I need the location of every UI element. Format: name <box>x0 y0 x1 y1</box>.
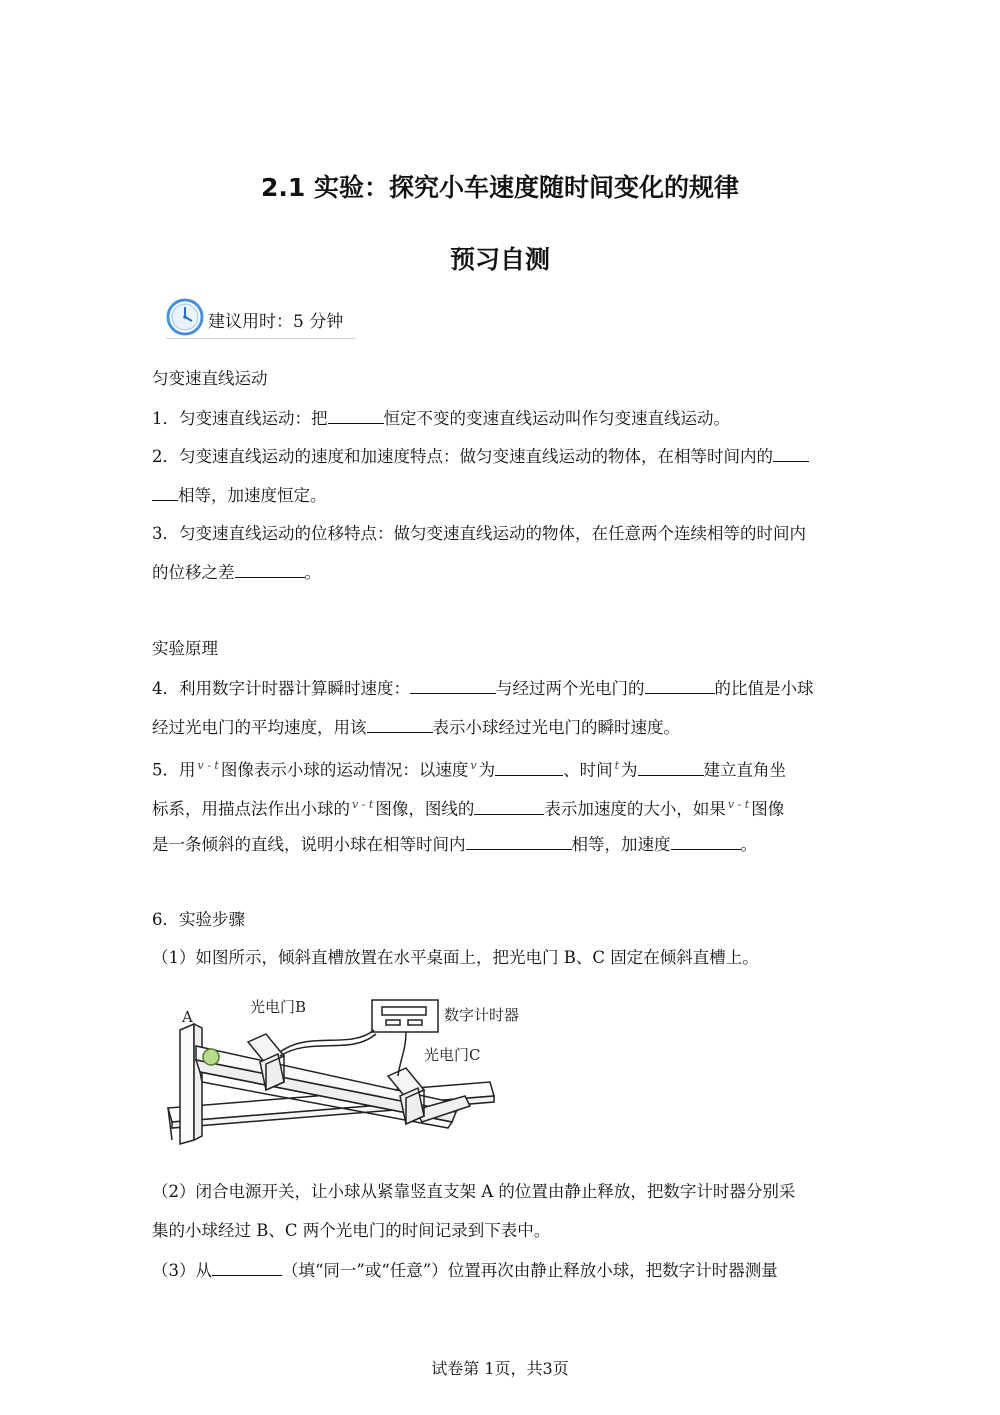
v-t-symbol: v - t <box>352 798 374 811</box>
question-4-line1 <box>152 677 814 700</box>
step-2-line1: （2）闭合电源开关，让小球从紧靠竖直支架 A 的位置由静止释放，把数字计时器分别采 <box>152 1182 796 1201</box>
label-digital-timer: 数字计时器 <box>444 1006 520 1024</box>
question-text: 与经过两个光电门的 <box>496 679 645 698</box>
answer-blank[interactable] <box>466 833 572 850</box>
answer-blank[interactable] <box>474 798 544 815</box>
question-text: 表示加速度的大小，如果 <box>544 799 726 819</box>
page-subtitle: 预习自测 <box>449 245 550 274</box>
question-text: 相等，加速度恒定。 <box>178 486 327 505</box>
answer-blank[interactable] <box>235 561 305 578</box>
question-3-line1: 3．匀变速直线运动的位移特点：做匀变速直线运动的物体，在任意两个连续相等的时间内 <box>152 524 806 543</box>
answer-blank[interactable] <box>671 833 741 850</box>
v-symbol: v <box>470 759 477 772</box>
page-footer: 试卷第 1页，共3页 <box>431 1359 569 1378</box>
label-gate-c: 光电门C <box>424 1046 481 1064</box>
question-text: 5．用 <box>152 760 196 780</box>
answer-blank[interactable] <box>152 484 178 501</box>
ball-icon <box>203 1049 219 1065</box>
label-gate-b: 光电门B <box>250 998 307 1016</box>
question-5-line1 <box>152 755 786 782</box>
step-1: （1）如图所示，倾斜直槽放置在水平桌面上，把光电门 B、C 固定在倾斜直槽上。 <box>152 948 759 967</box>
question-text: 图像表示小球的运动情况：以速度 <box>220 760 469 780</box>
question-text: 2．匀变速直线运动的速度和加速度特点：做匀变速直线运动的物体，在相等时间内的 <box>152 447 773 466</box>
question-text: 标系，用描点法作出小球的 <box>152 799 350 819</box>
question-text: 为 <box>478 760 496 780</box>
v-t-symbol: v - t <box>727 798 750 811</box>
clock-icon <box>166 298 204 336</box>
label-a: A <box>182 1008 193 1026</box>
question-5-line3 <box>152 833 757 856</box>
step-3-line1 <box>152 1259 778 1282</box>
question-3-line2 <box>152 561 321 584</box>
question-text: 为 <box>621 760 638 780</box>
answer-blank[interactable] <box>773 445 809 462</box>
question-text: 图像 <box>751 799 785 819</box>
answer-blank[interactable] <box>495 759 563 776</box>
answer-blank[interactable] <box>328 407 384 424</box>
answer-blank[interactable] <box>212 1259 282 1276</box>
question-text: 的比值是小球 <box>714 679 814 698</box>
question-text: 1．匀变速直线运动：把 <box>152 409 328 428</box>
question-text: 4．利用数字计时器计算瞬时速度： <box>152 679 410 698</box>
question-2-line2 <box>152 484 327 507</box>
question-5-line2 <box>152 794 784 821</box>
question-4-line2 <box>152 716 680 739</box>
t-symbol: t <box>614 759 619 772</box>
answer-blank[interactable] <box>638 759 704 776</box>
question-text: 经过光电门的平均速度，用该 <box>152 718 367 737</box>
question-text: 相等，加速度 <box>571 835 671 854</box>
question-1 <box>152 407 730 430</box>
question-text: 表示小球经过光电门的瞬时速度。 <box>432 718 680 737</box>
page-title: 2.1 实验：探究小车速度随时间变化的规律 <box>261 173 739 202</box>
v-t-symbol: v - t <box>197 759 219 772</box>
question-2-line1 <box>152 445 809 468</box>
question-text: 是一条倾斜的直线，说明小球在相等时间内 <box>152 835 466 854</box>
experiment-figure <box>160 990 540 1160</box>
answer-blank[interactable] <box>645 677 715 694</box>
section-heading: 实验原理 <box>152 639 218 658</box>
question-text: 。 <box>304 563 321 582</box>
question-text: 。 <box>740 835 757 854</box>
answer-blank[interactable] <box>410 677 496 694</box>
suggested-time-banner <box>166 298 356 339</box>
question-text: 、时间 <box>563 760 613 780</box>
question-text: （3）从 <box>152 1261 212 1280</box>
answer-blank[interactable] <box>367 716 433 733</box>
question-text: 恒定不变的变速直线运动叫作匀变速直线运动。 <box>383 409 730 428</box>
section-heading: 6．实验步骤 <box>152 910 245 929</box>
suggested-time-label: 建议用时：5 分钟 <box>208 312 344 332</box>
question-text: 的位移之差 <box>152 563 235 582</box>
section-heading: 匀变速直线运动 <box>152 369 268 388</box>
question-text: （填“同一”或“任意”）位置再次由静止释放小球，把数字计时器测量 <box>282 1261 778 1280</box>
question-text: 图像，图线的 <box>375 799 475 819</box>
step-2-line2: 集的小球经过 B、C 两个光电门的时间记录到下表中。 <box>152 1221 551 1240</box>
question-text: 建立直角坐 <box>703 760 786 780</box>
